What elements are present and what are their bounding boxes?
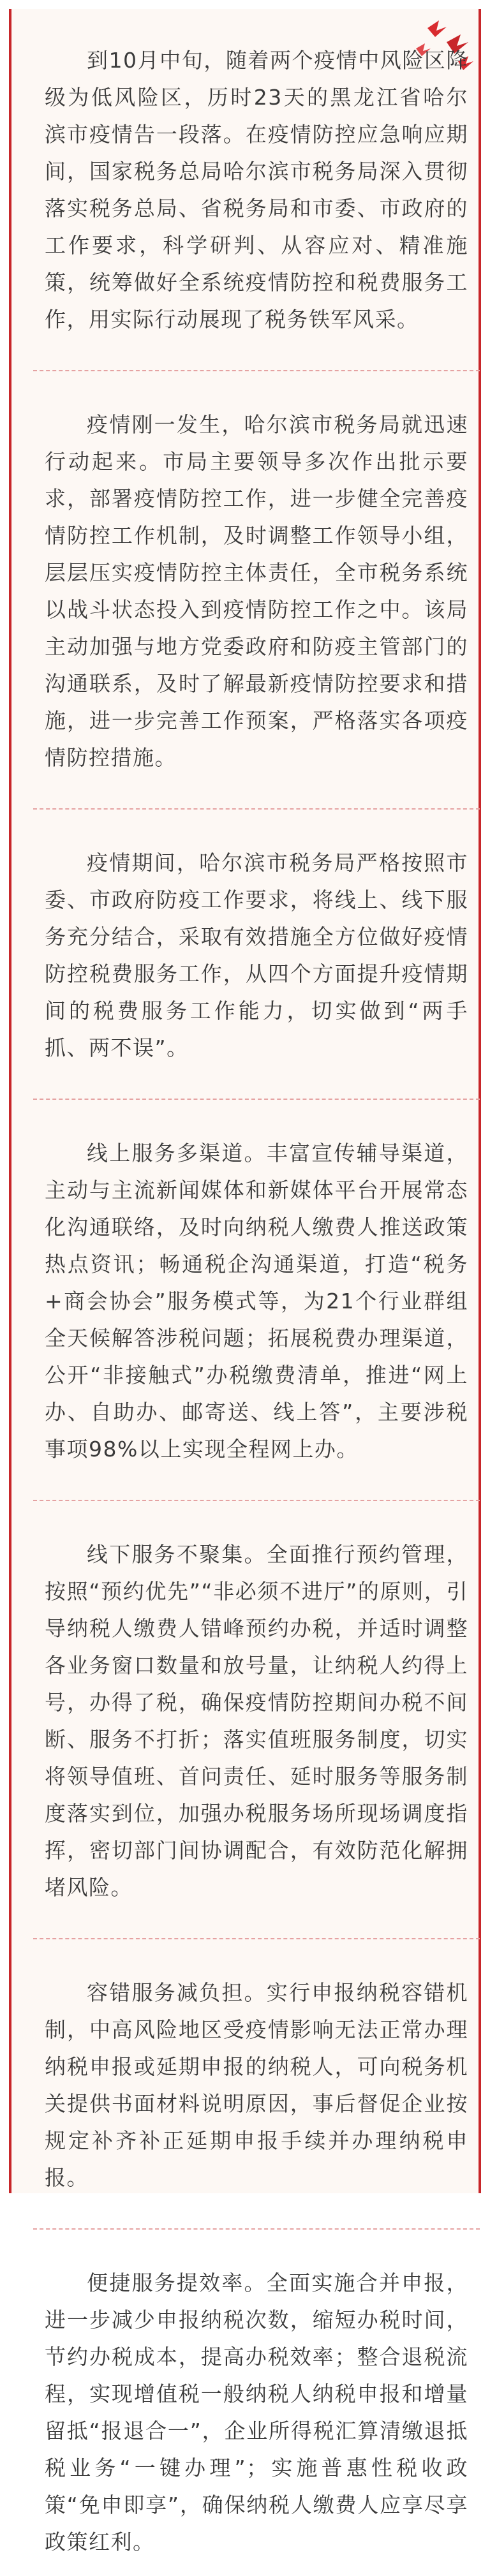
dashed-separator	[33, 1938, 480, 1940]
paragraph-online-service: 线上服务多渠道。丰富宣传辅导渠道，主动与主流新闻媒体和新媒体平台开展常态化沟通联络，及时向纳税人缴费人推送政策热点资讯；畅通税企沟通渠道，打造“税务+商会协会”服务模式等，为21个行业群组全天候解答涉税问题；拓展税费办理渠道，公开“非接触式”办税缴费清单，推进“网上办、自助办、邮寄送、线上答”，主要涉税事项98%以上实现全程网上办。	[45, 1141, 468, 1462]
dashed-separator	[33, 2228, 480, 2230]
paragraph-convenient-service: 便捷服务提效率。全面实施合并申报，进一步减少申报纳税次数，缩短办税时间，节约办税成本，提高办税效率；整合退税流程，实现增值税一般纳税人纳税申报和增量留抵“报退合一”，企业所得税汇算清缴退抵税业务“一键办理”；实施普惠性税收政策“免申即享”，确保纳税人缴费人应享尽享政策红利。	[45, 2270, 468, 2554]
article-frame	[9, 9, 481, 2554]
paragraph-overview: 疫情期间，哈尔滨市税务局严格按照市委、市政府防疫工作要求，将线上、线下服务充分结合，采取有效措施全方位做好疫情防控税费服务工作，从四个方面提升疫情期间的税费服务工作能力，切实做到“两手抓、两不误”。	[45, 850, 468, 1060]
paragraph-offline-service: 线下服务不聚集。全面推行预约管理，按照“预约优先”“非必须不进厅”的原则，引导纳税人缴费人错峰预约办税，并适时调整各业务窗口数量和放号量，让纳税人约得上号，办得了税，确保疫情防控期间办税不间断、服务不打折；落实值班服务制度，切实将领导值班、首问责任、延时服务等服务制度落实到位，加强办税服务场所现场调度指挥，密切部门间协调配合，有效防范化解拥堵风险。	[45, 1542, 468, 1900]
paragraph-tolerance-service: 容错服务减负担。实行申报纳税容错机制，中高风险地区受疫情影响无法正常办理纳税申报或延期申报的纳税人，可向税务机关提供书面材料说明原因，事后督促企业按规定补齐补正延期申报手续并办理纳税申报。	[45, 1980, 468, 2190]
dashed-separator	[33, 1500, 480, 1502]
dashed-separator	[33, 370, 480, 372]
dashed-separator	[33, 1099, 480, 1100]
paragraph-response: 疫情刚一发生，哈尔滨市税务局就迅速行动起来。市局主要领导多次作出批示要求，部署疫情防控工作，进一步健全完善疫情防控工作机制，及时调整工作领导小组，层层压实疫情防控主体责任，全市税务系统以战斗状态投入到疫情防控工作之中。该局主动加强与地方党委政府和防疫主管部门的沟通联系，及时了解最新疫情防控要求和措施，进一步完善工作预案，严格落实各项疫情防控措施。	[45, 412, 468, 770]
article-body	[33, 32, 480, 2576]
paragraph-intro: 到10月中旬，随着两个疫情中风险区降级为低风险区，历时23天的黑龙江省哈尔滨市疫情告一段落。在疫情防控应急响应期间，国家税务总局哈尔滨市税务局深入贯彻落实税务总局、省税务局和市委、市政府的工作要求，科学研判、从容应对、精准施策，统筹做好全系统疫情防控和税费服务工作，用实际行动展现了税务铁军风采。	[45, 48, 468, 332]
dashed-separator	[33, 808, 480, 810]
